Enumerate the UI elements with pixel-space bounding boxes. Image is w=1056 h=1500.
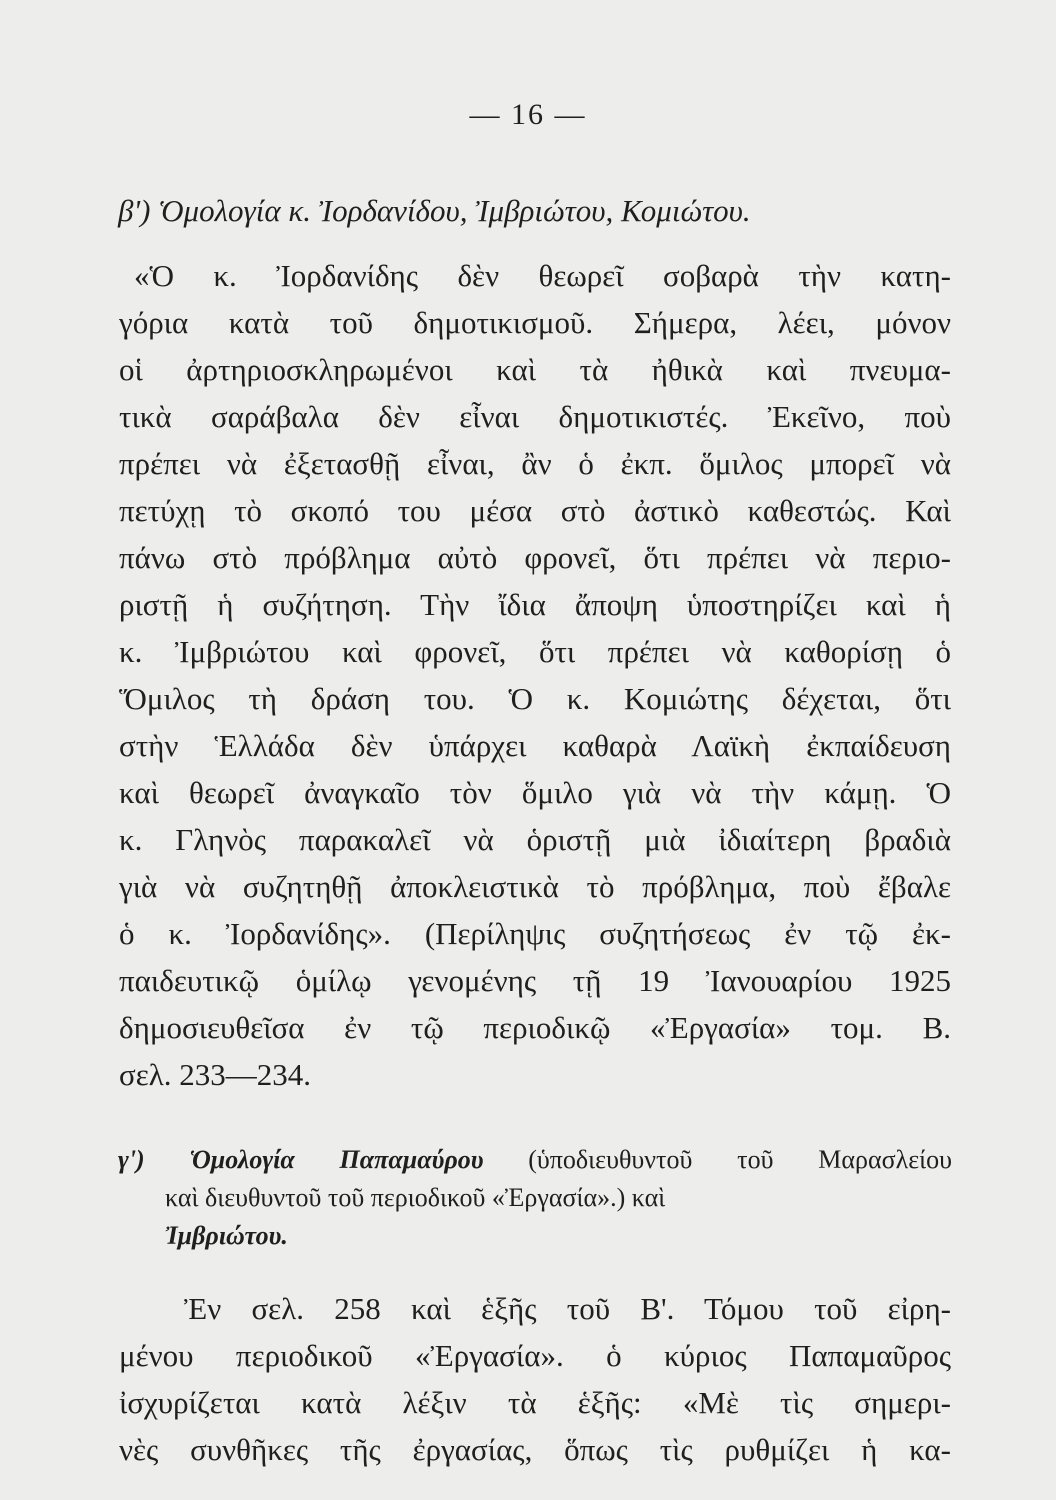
section-b-heading: β') Ὁμολογία κ. Ἰορδανίδου, Ἰμβριώτου, Κομιώτου. <box>118 193 751 228</box>
section-b-line-11: στὴν Ἑλλάδα δὲν ὑπάρχει καθαρὰ Λαϊκὴ ἐκπαίδευση <box>119 728 951 763</box>
section-c-line-4: νὲς συνθῆκες τῆς ἐργασίας, ὅπως τὶς ρυθμίζει ἡ κα- <box>119 1432 951 1467</box>
section-c-heading-line-3: Ἰμβριώτου. <box>165 1221 288 1250</box>
section-b-line-18: σελ. 233—234. <box>119 1057 312 1092</box>
section-b-line-7: πάνω στὸ πρόβλημα αὐτὸ φρονεῖ, ὅτι πρέπει νὰ περιο- <box>119 540 951 575</box>
section-b-line-5: πρέπει νὰ ἐξετασθῇ εἶναι, ἂν ὁ ἐκπ. ὅμιλος μπορεῖ νὰ <box>119 446 951 481</box>
section-c-line-3: ἰσχυρίζεται κατὰ λέξιν τὰ ἑξῆς: «Μὲ τὶς σημερι- <box>119 1385 951 1420</box>
section-c-line-1: Ἐν σελ. 258 καὶ ἑξῆς τοῦ Β'. Τόμου τοῦ εἰρη- <box>184 1291 951 1326</box>
section-b-line-15: ὁ κ. Ἰορδανίδης». (Περίληψις συζητήσεως ἐν τῷ ἐκ- <box>119 916 951 951</box>
section-b-line-3: οἱ ἀρτηριοσκληρωμένοι καὶ τὰ ἠθικὰ καὶ πνευμα- <box>119 352 951 387</box>
section-c-heading-subtitle: (ὑποδιευθυντοῦ τοῦ Μαρασλείου <box>528 1145 953 1174</box>
section-b-line-6: πετύχῃ τὸ σκοπό του μέσα στὸ ἀστικὸ καθεστώς. Καὶ <box>119 493 951 528</box>
section-c-heading-line-1 <box>118 1147 952 1173</box>
section-b-line-1: «Ὁ κ. Ἰορδανίδης δὲν θεωρεῖ σοβαρὰ τὴν κατη- <box>134 258 951 293</box>
section-b-line-10: Ὅμιλος τὴ δράση του. Ὁ κ. Κομιώτης δέχεται, ὅτι <box>119 681 951 716</box>
section-b-line-9: κ. Ἰμβριώτου καὶ φρονεῖ, ὅτι πρέπει νὰ καθορίσῃ ὁ <box>119 634 951 669</box>
section-b-line-4: τικὰ σαράβαλα δὲν εἶναι δημοτικιστές. Ἐκεῖνο, ποὺ <box>119 399 951 434</box>
page-number: — 16 — <box>469 98 587 131</box>
section-b-line-13: κ. Γληνὸς παρακαλεῖ νὰ ὁριστῇ μιὰ ἰδιαίτερη βραδιὰ <box>119 822 951 857</box>
section-b-line-12: καὶ θεωρεῖ ἀναγκαῖο τὸν ὅμιλο γιὰ νὰ τὴν κάμῃ. Ὁ <box>119 775 951 810</box>
section-b-line-2: γόρια κατὰ τοῦ δημοτικισμοῦ. Σήμερα, λέει, μόνον <box>119 305 951 340</box>
section-c-heading-line-2: καὶ διευθυντοῦ τοῦ περιοδικοῦ «Ἐργασία».) καὶ <box>165 1183 666 1212</box>
section-b-line-8: ριστῇ ἡ συζήτηση. Τὴν ἴδια ἄποψη ὑποστηρίζει καὶ ἡ <box>119 587 951 622</box>
section-c-heading-title: γ') Ὁμολογία Παπαμαύρου <box>118 1145 484 1174</box>
section-b-line-17: δημοσιευθεῖσα ἐν τῷ περιοδικῷ «Ἐργασία» τομ. Β. <box>119 1010 951 1045</box>
section-b-line-14: γιὰ νὰ συζητηθῇ ἀποκλειστικὰ τὸ πρόβλημα, ποὺ ἔβαλε <box>119 869 951 904</box>
section-b-line-16: παιδευτικῷ ὁμίλῳ γενομένης τῇ 19 Ἰανουαρίου 1925 <box>119 963 951 998</box>
section-c-line-2: μένου περιοδικοῦ «Ἐργασία». ὁ κύριος Παπαμαῦρος <box>119 1338 951 1373</box>
